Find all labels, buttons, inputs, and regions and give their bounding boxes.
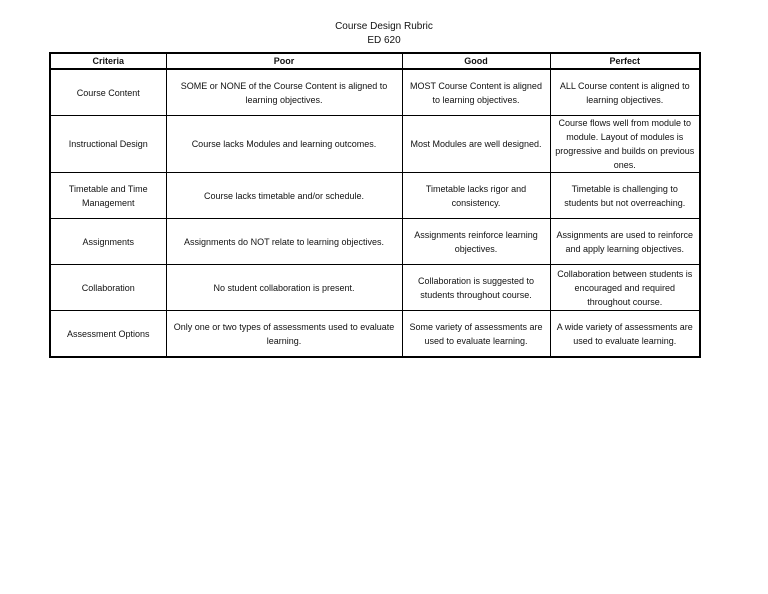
- table-row: [50, 116, 700, 173]
- good-cell: Most Modules are well designed.: [402, 116, 550, 173]
- perfect-cell: Assignments are used to reinforce and apply learning objectives.: [550, 219, 700, 265]
- perfect-cell: A wide variety of assessments are used to evaluate learning.: [550, 311, 700, 358]
- table-row: [50, 173, 700, 219]
- header-poor: Poor: [166, 53, 402, 69]
- header-perfect: Perfect: [550, 53, 700, 69]
- good-cell: Assignments reinforce learning objectives.: [402, 219, 550, 265]
- criteria-cell: Instructional Design: [50, 116, 166, 173]
- poor-cell: Only one or two types of assessments used to evaluate learning.: [166, 311, 402, 358]
- perfect-cell: Collaboration between students is encouraged and required throughout course.: [550, 265, 700, 311]
- document-header: [0, 20, 768, 48]
- criteria-cell: Course Content: [50, 69, 166, 116]
- table-header-row: [50, 53, 700, 69]
- criteria-cell: Assessment Options: [50, 311, 166, 358]
- poor-cell: Course lacks Modules and learning outcomes.: [166, 116, 402, 173]
- document-subtitle: ED 620: [367, 35, 401, 46]
- perfect-cell: Timetable is challenging to students but not overreaching.: [550, 173, 700, 219]
- table-row: [50, 219, 700, 265]
- criteria-cell: Timetable and Time Management: [50, 173, 166, 219]
- table-row: [50, 311, 700, 358]
- good-cell: MOST Course Content is aligned to learning objectives.: [402, 69, 550, 116]
- good-cell: Some variety of assessments are used to evaluate learning.: [402, 311, 550, 358]
- header-good: Good: [402, 53, 550, 69]
- table-row: [50, 69, 700, 116]
- poor-cell: No student collaboration is present.: [166, 265, 402, 311]
- header-criteria: Criteria: [50, 53, 166, 69]
- table-row: [50, 265, 700, 311]
- poor-cell: Assignments do NOT relate to learning objectives.: [166, 219, 402, 265]
- poor-cell: SOME or NONE of the Course Content is aligned to learning objectives.: [166, 69, 402, 116]
- criteria-cell: Collaboration: [50, 265, 166, 311]
- document-title: Course Design Rubric: [335, 21, 433, 32]
- perfect-cell: ALL Course content is aligned to learning objectives.: [550, 69, 700, 116]
- criteria-cell: Assignments: [50, 219, 166, 265]
- good-cell: Collaboration is suggested to students throughout course.: [402, 265, 550, 311]
- good-cell: Timetable lacks rigor and consistency.: [402, 173, 550, 219]
- perfect-cell: Course flows well from module to module. Layout of modules is progressive and builds on previous ones.: [550, 116, 700, 173]
- rubric-table: [49, 52, 701, 358]
- poor-cell: Course lacks timetable and/or schedule.: [166, 173, 402, 219]
